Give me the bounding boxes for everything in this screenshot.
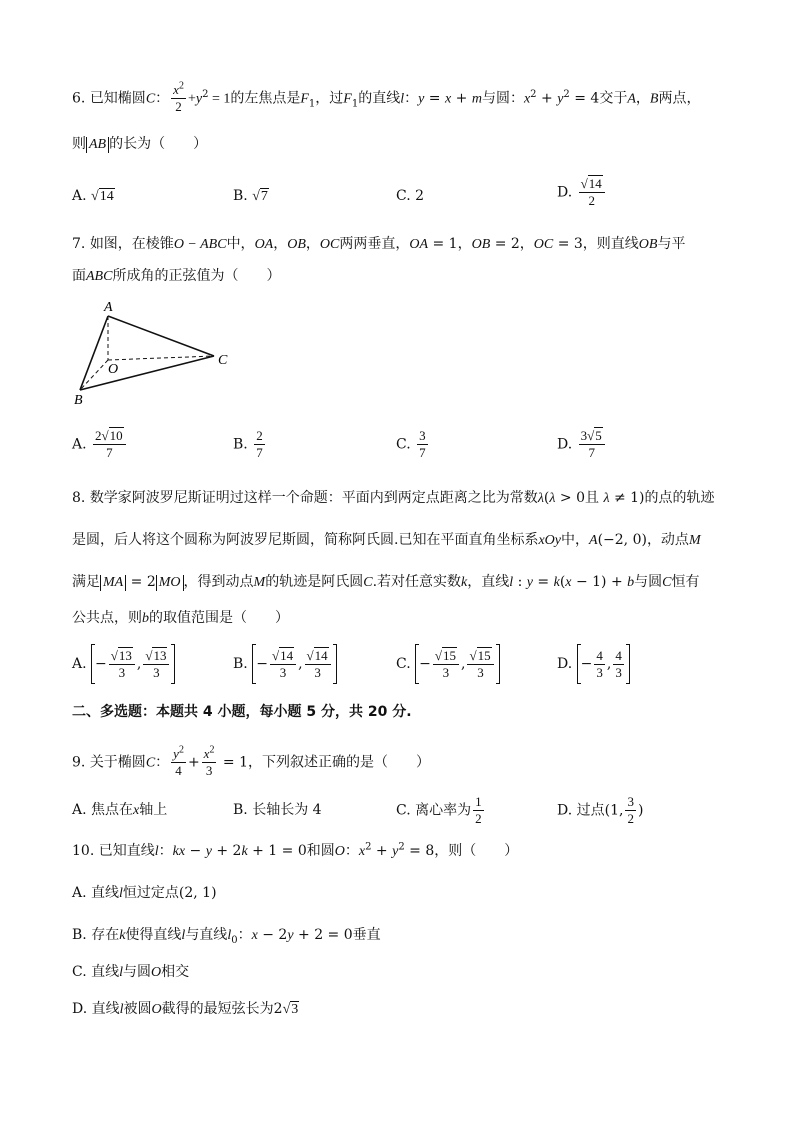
q7-option-b[interactable]: B. $\frac{2}{7}$ <box>233 428 263 460</box>
q7-number: 7. <box>72 236 86 252</box>
q8-line2: 是圆，后人将这个圆称为阿波罗尼斯圆，简称阿氏圆.已知在平面直角坐标系xOy中，A(−2, 0)，动点M <box>72 532 701 548</box>
q10-option-c[interactable]: C. 直线l与圆O相交 <box>72 964 190 980</box>
q6-option-d[interactable]: D. $\frac{√14}{2}$ <box>557 176 607 209</box>
pyramid-figure <box>70 298 240 408</box>
q8-option-d[interactable]: D. − $\frac{4}{3}$ , $\frac{4}{3}$ <box>557 644 630 684</box>
q7-option-c[interactable]: C. $\frac{3}{7}$ <box>396 428 426 460</box>
label-c: C <box>218 353 228 368</box>
q6-option-b[interactable]: B. √7 <box>233 188 268 204</box>
q8-line1: 8. 数学家阿波罗尼斯证明过这样一个命题：平面内到两定点距离之比为常数λ(λ > 0且 λ ≠ 1)的点的轨迹 <box>72 490 715 506</box>
fraction: $\frac{x^2}{2}$ <box>173 80 184 114</box>
q10-option-a[interactable]: A. 直线l恒过定点(2, 1) <box>72 885 217 901</box>
q6-option-a[interactable]: A. √14 <box>72 188 114 204</box>
label-o: O <box>108 362 119 377</box>
q6-option-c[interactable]: C. 2 <box>396 188 425 204</box>
q9-number: 9. <box>72 754 86 771</box>
section-heading-multiple-choice: 二、多选题：本题共 4 小题，每小题 5 分，共 20 分. <box>72 704 412 720</box>
label-a: A <box>104 300 113 315</box>
q7-option-a[interactable]: A. $\frac{2√10}{7}$ <box>72 428 128 461</box>
q9-option-d[interactable]: D. 过点(1, $\frac{3}{2}$ ) <box>557 794 644 826</box>
q6-line1: 6. 已知椭圆C： $\frac{x^2}{2}$ $+y^2 = 1$的左焦点是$F_1$，过$F_1$的直线l：y = x + m与圆：$x^2 + y^2 = 4$交于A，B两点， <box>72 80 701 114</box>
q8-option-a[interactable]: A. − $\frac{√13}{3}$ , $\frac{√13}{3}$ <box>72 644 175 684</box>
q7-line1: 7. 如图，在棱锥O − ABC中，OA，OB，OC两两垂直，OA = 1，OB = 2，OC = 3，则直线OB与平 <box>72 236 686 252</box>
q8-number: 8. <box>72 490 86 506</box>
q10-line1: 10. 已知直线l：kx − y + 2k + 1 = 0和圆O：$x^2 + y^2 = 8$，则（ ） <box>72 841 519 859</box>
q6-line2: 则 AB 的长为（ ） <box>72 136 208 152</box>
q9-option-a[interactable]: A. 焦点在x轴上 <box>72 802 168 818</box>
q10-option-b[interactable]: B. 存在k使得直线l与直线$l_0$：x − 2y + 2 = 0垂直 <box>72 927 381 946</box>
q8-line3: 满足 MA = 2 MO ，得到动点M的轨迹是阿氏圆C.若对任意实数k，直线l : y = k(x − 1) + b与圆C恒有 <box>72 574 700 590</box>
q9-option-b[interactable]: B. 长轴长为 4 <box>233 802 322 818</box>
q10-option-d[interactable]: D. 直线l被圆O截得的最短弦长为2√3 <box>72 1001 299 1017</box>
q7-option-d[interactable]: D. $\frac{3√5}{7}$ <box>557 428 607 461</box>
q8-line4: 公共点，则b的取值范围是（ ） <box>72 610 289 626</box>
q7-line2: 面ABC所成角的正弦值为（ ） <box>72 268 281 284</box>
q8-option-c[interactable]: C. − $\frac{√15}{3}$ , $\frac{√15}{3}$ <box>396 644 500 684</box>
q10-number: 10. <box>72 843 95 859</box>
q9-option-c[interactable]: C. 离心率为 $\frac{1}{2}$ <box>396 794 482 826</box>
label-b: B <box>74 393 83 408</box>
q6-number: 6. <box>72 90 86 107</box>
q8-option-b[interactable]: B. − $\frac{√14}{3}$ , $\frac{√14}{3}$ <box>233 644 337 684</box>
q9-line1: 9. 关于椭圆C： $\frac{y^2}{4}$ + $\frac{x^2}{3}$ = 1，下列叙述正确的是（ ） <box>72 744 430 778</box>
